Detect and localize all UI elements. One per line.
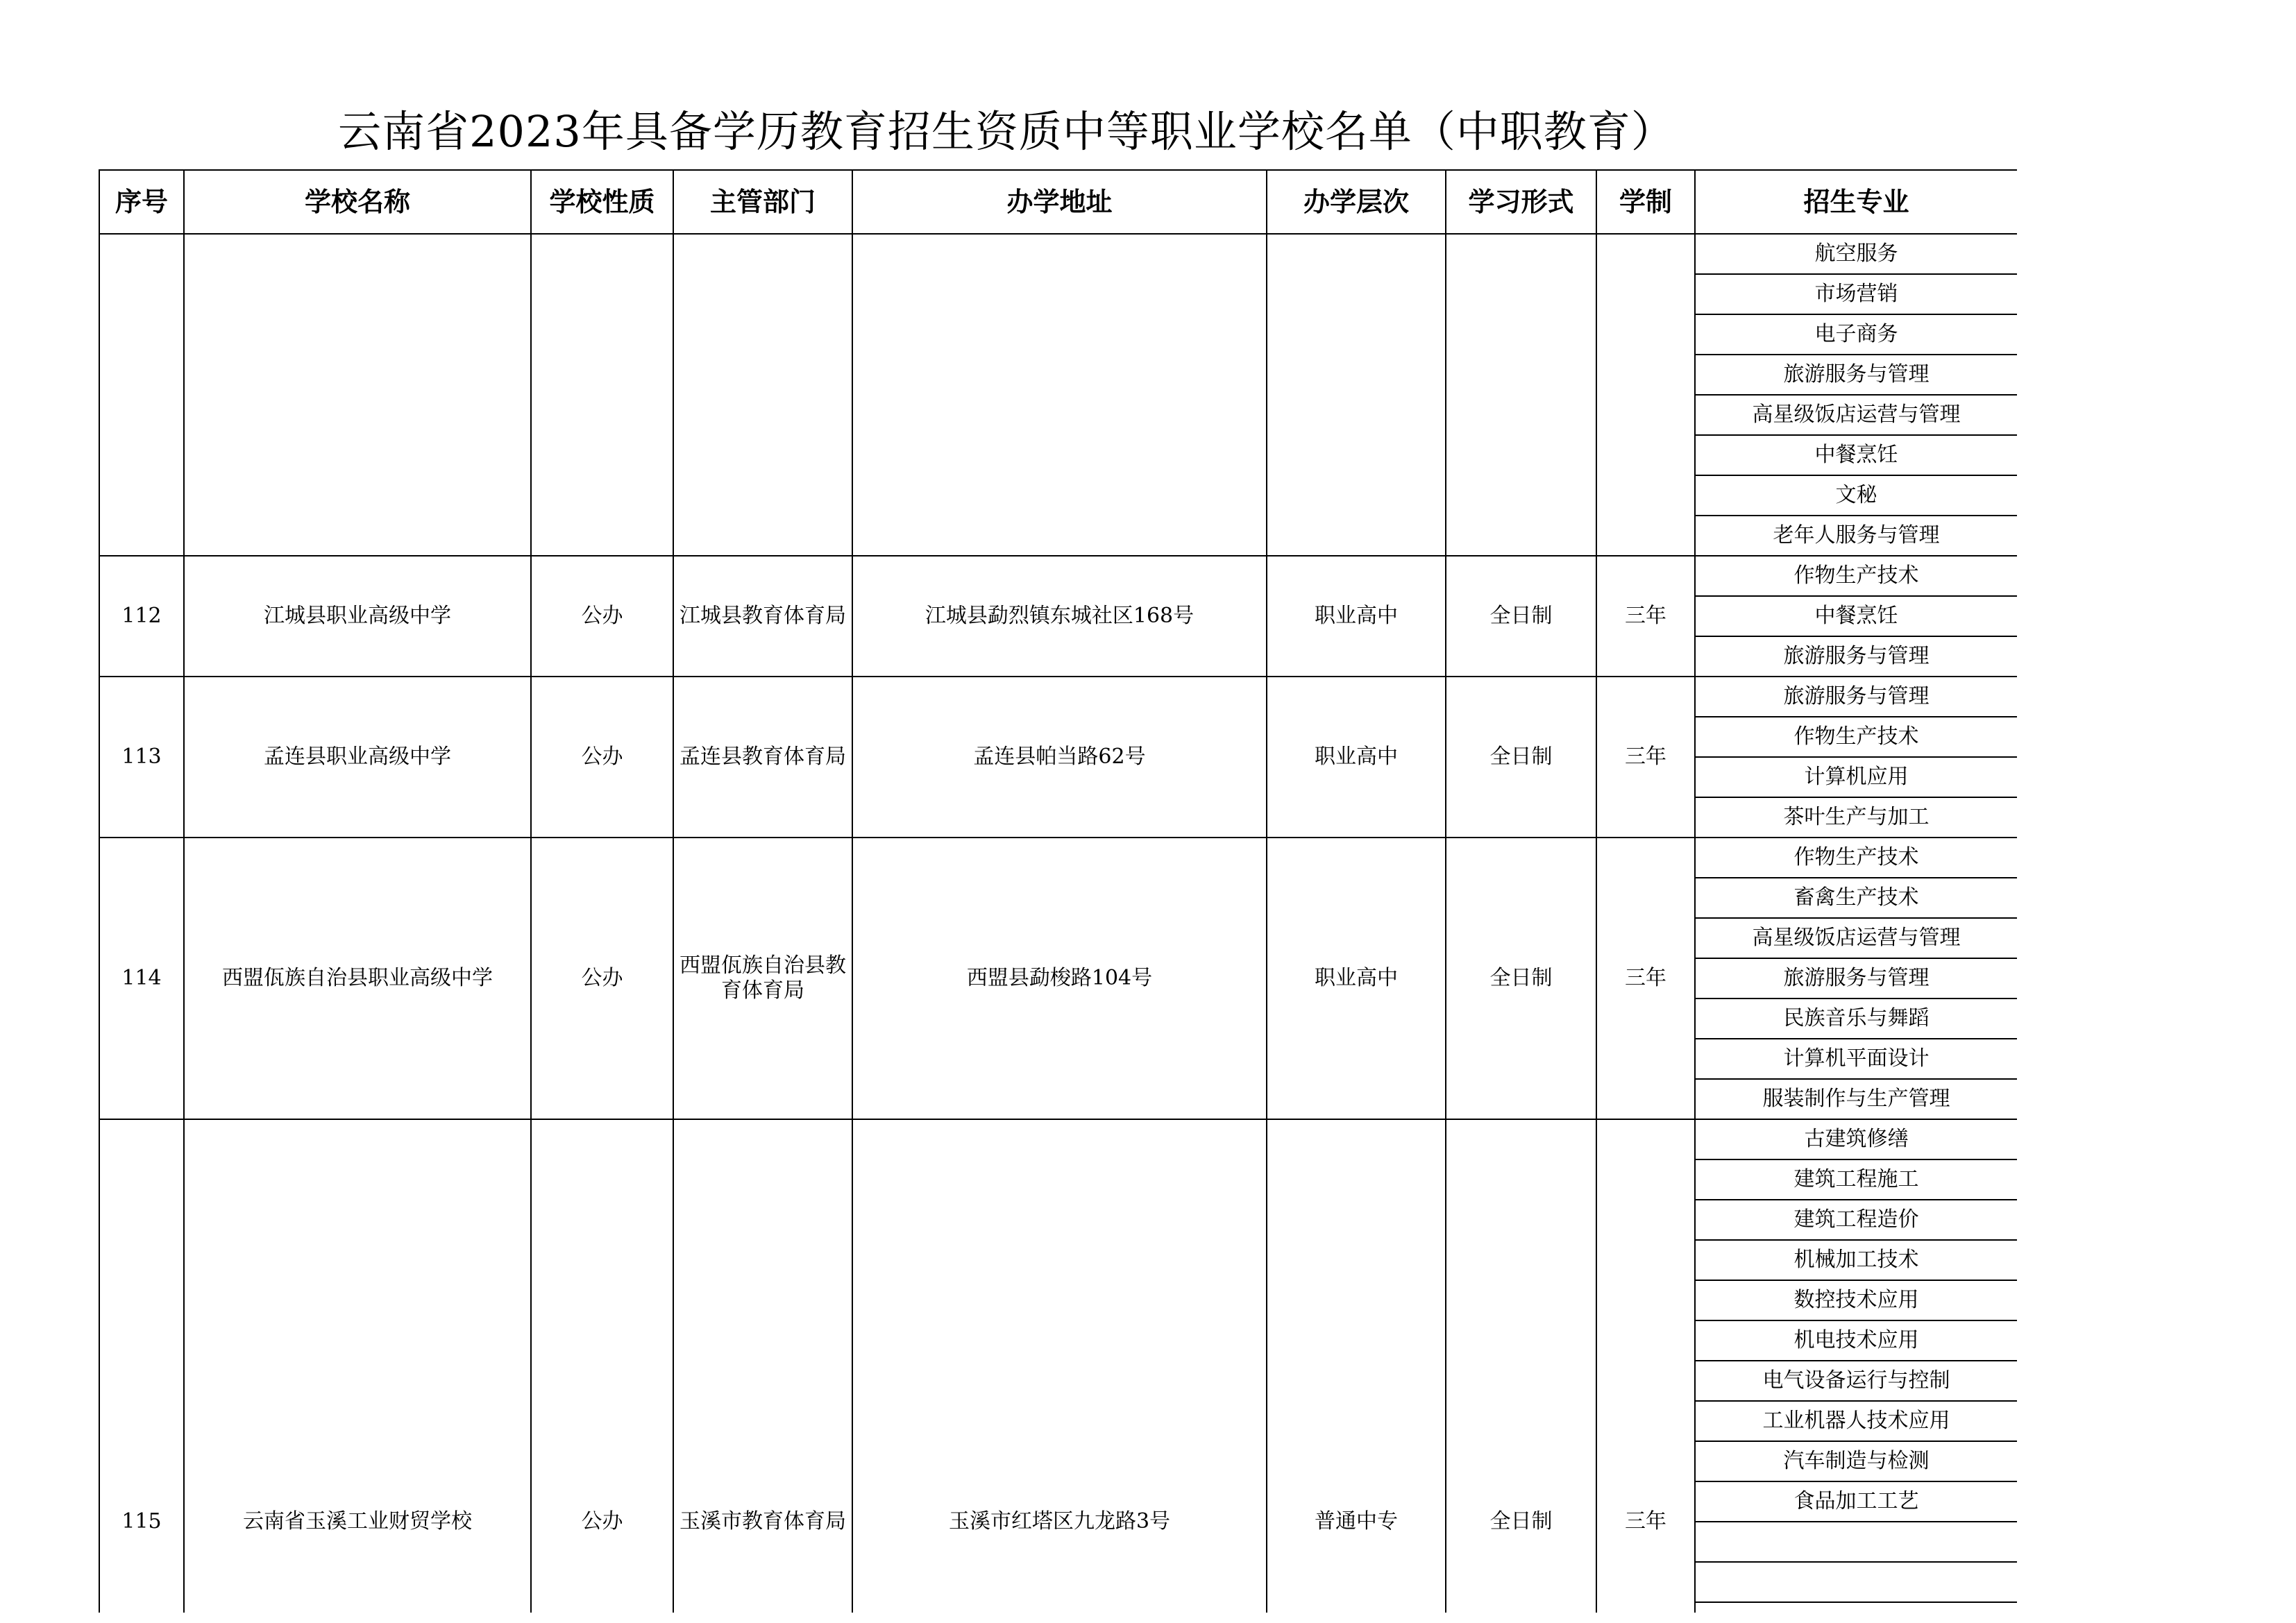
cell-school-name xyxy=(184,838,531,1119)
cell-school-name xyxy=(184,556,531,677)
cell-major xyxy=(1695,395,2017,435)
cell-no-text: 113 xyxy=(121,745,162,769)
cell-years xyxy=(1596,1119,1695,1613)
cell-major xyxy=(1695,1562,2017,1602)
major-text: 文秘 xyxy=(1835,483,1877,507)
cell-dept-text: 孟连县教育体育局 xyxy=(679,745,846,769)
cell-form-text: 全日制 xyxy=(1489,1509,1553,1533)
cell-major xyxy=(1695,1602,2017,1613)
cell-level-text: 普通中专 xyxy=(1315,1509,1398,1533)
cell-level-text: 职业高中 xyxy=(1315,966,1398,990)
cell-school-name xyxy=(184,677,531,838)
cell-address xyxy=(852,677,1267,838)
col-header-level: 办学层次 xyxy=(1267,170,1446,234)
cell-dept-text: 西盟佤族自治县教育体育局 xyxy=(679,953,846,1003)
cell-address-text: 江城县勐烈镇东城社区168号 xyxy=(925,604,1195,628)
cell-major xyxy=(1695,878,2017,918)
major-text: 老年人服务与管理 xyxy=(1773,523,1940,547)
cell-address xyxy=(852,234,1267,556)
cell-form xyxy=(1446,677,1596,838)
major-text: 茶叶生产与加工 xyxy=(1783,805,1930,829)
cell-nature-text: 公办 xyxy=(581,1509,623,1533)
page-title: 云南省2023年具备学历教育招生资质中等职业学校名单（中职教育） xyxy=(338,106,1675,157)
major-text: 电气设备运行与控制 xyxy=(1762,1368,1950,1393)
cell-major xyxy=(1695,677,2017,717)
cell-years-text: 三年 xyxy=(1625,604,1666,628)
cell-major xyxy=(1695,918,2017,958)
col-header-no: 序号 xyxy=(99,170,184,234)
cell-school-name-text: 孟连县职业高级中学 xyxy=(264,745,451,769)
col-header-dept: 主管部门 xyxy=(673,170,852,234)
cell-years xyxy=(1596,838,1695,1119)
col-header-address: 办学地址 xyxy=(852,170,1267,234)
major-text: 计算机平面设计 xyxy=(1783,1046,1930,1071)
cell-major xyxy=(1695,274,2017,314)
major-text: 计算机应用 xyxy=(1804,765,1909,789)
cell-years xyxy=(1596,556,1695,677)
cell-major xyxy=(1695,355,2017,395)
cell-dept xyxy=(673,556,852,677)
major-text: 旅游服务与管理 xyxy=(1783,684,1930,708)
cell-major xyxy=(1695,1320,2017,1361)
major-text: 旅游服务与管理 xyxy=(1783,644,1930,668)
cell-level xyxy=(1267,677,1446,838)
cell-major xyxy=(1695,717,2017,757)
cell-no xyxy=(99,1119,184,1613)
major-text: 高星级饭店运营与管理 xyxy=(1752,402,1961,427)
major-text: 民族音乐与舞蹈 xyxy=(1783,1006,1930,1030)
cell-dept-text: 江城县教育体育局 xyxy=(679,604,846,628)
cell-dept xyxy=(673,234,852,556)
cell-dept xyxy=(673,1119,852,1613)
cell-major xyxy=(1695,1481,2017,1522)
major-text: 高星级饭店运营与管理 xyxy=(1752,926,1961,950)
major-text: 工业机器人技术应用 xyxy=(1762,1409,1950,1433)
table-row xyxy=(99,1119,2017,1159)
cell-school-name xyxy=(184,1119,531,1613)
cell-major xyxy=(1695,1200,2017,1240)
cell-no-text: 112 xyxy=(121,604,162,628)
cell-major xyxy=(1695,1361,2017,1401)
cell-dept xyxy=(673,838,852,1119)
cell-school-name-text: 西盟佤族自治县职业高级中学 xyxy=(222,966,493,990)
cell-major xyxy=(1695,958,2017,999)
cell-years-text: 三年 xyxy=(1625,745,1666,769)
cell-form-text: 全日制 xyxy=(1489,604,1553,628)
major-text: 中餐烹饪 xyxy=(1814,604,1898,628)
cell-form xyxy=(1446,838,1596,1119)
cell-nature xyxy=(531,677,673,838)
major-text: 航空服务 xyxy=(1814,241,1898,266)
cell-major xyxy=(1695,1159,2017,1200)
cell-form xyxy=(1446,556,1596,677)
major-text: 建筑工程施工 xyxy=(1793,1167,1919,1191)
cell-nature-text: 公办 xyxy=(581,604,623,628)
cell-years-text: 三年 xyxy=(1625,1509,1666,1533)
cell-school-name-text: 江城县职业高级中学 xyxy=(264,604,451,628)
cell-nature xyxy=(531,1119,673,1613)
major-text: 机电技术应用 xyxy=(1793,1328,1919,1352)
cell-major xyxy=(1695,1039,2017,1079)
cell-address xyxy=(852,838,1267,1119)
table-row xyxy=(99,677,2017,717)
cell-major xyxy=(1695,596,2017,636)
cell-school-name xyxy=(184,234,531,556)
cell-major xyxy=(1695,757,2017,797)
school-table-viewport xyxy=(99,169,2017,1613)
cell-nature xyxy=(531,556,673,677)
cell-level-text: 职业高中 xyxy=(1315,745,1398,769)
cell-major xyxy=(1695,999,2017,1039)
cell-no xyxy=(99,838,184,1119)
cell-major xyxy=(1695,314,2017,355)
cell-major xyxy=(1695,1401,2017,1441)
header-row xyxy=(99,170,2017,234)
cell-major xyxy=(1695,1119,2017,1159)
cell-school-name-text: 云南省玉溪工业财贸学校 xyxy=(243,1509,472,1533)
cell-major xyxy=(1695,1079,2017,1119)
cell-nature-text: 公办 xyxy=(581,745,623,769)
major-text: 建筑工程造价 xyxy=(1793,1207,1919,1232)
cell-level xyxy=(1267,234,1446,556)
cell-major xyxy=(1695,636,2017,677)
major-text: 汽车制造与检测 xyxy=(1783,1449,1930,1473)
cell-form-text: 全日制 xyxy=(1489,745,1553,769)
cell-form xyxy=(1446,234,1596,556)
cell-address xyxy=(852,556,1267,677)
major-text: 旅游服务与管理 xyxy=(1783,966,1930,990)
cell-address-text: 孟连县帕当路62号 xyxy=(973,745,1146,769)
cell-nature xyxy=(531,234,673,556)
table-row xyxy=(99,838,2017,878)
major-text: 中餐烹饪 xyxy=(1814,443,1898,467)
col-header-nature: 学校性质 xyxy=(531,170,673,234)
major-text: 作物生产技术 xyxy=(1793,724,1919,749)
cell-level xyxy=(1267,1119,1446,1613)
cell-major xyxy=(1695,516,2017,556)
cell-address-text: 西盟县勐梭路104号 xyxy=(966,966,1153,990)
major-text: 数控技术应用 xyxy=(1793,1288,1919,1312)
cell-years xyxy=(1596,677,1695,838)
cell-major xyxy=(1695,1240,2017,1280)
cell-no xyxy=(99,556,184,677)
cell-no xyxy=(99,234,184,556)
major-text: 市场营销 xyxy=(1814,282,1898,306)
school-table xyxy=(99,169,2017,1613)
major-text: 古建筑修缮 xyxy=(1804,1127,1909,1151)
table-row xyxy=(99,234,2017,274)
cell-form-text: 全日制 xyxy=(1489,966,1553,990)
major-text: 旅游服务与管理 xyxy=(1783,362,1930,386)
table-row xyxy=(99,556,2017,596)
cell-no-text: 115 xyxy=(121,1509,162,1533)
cell-dept-text: 玉溪市教育体育局 xyxy=(679,1509,846,1533)
cell-nature xyxy=(531,838,673,1119)
cell-level-text: 职业高中 xyxy=(1315,604,1398,628)
cell-major xyxy=(1695,1441,2017,1481)
major-text: 作物生产技术 xyxy=(1793,563,1919,588)
major-text: 电子商务 xyxy=(1814,322,1898,346)
major-text: 作物生产技术 xyxy=(1793,845,1919,869)
col-header-majors: 招生专业 xyxy=(1695,170,2017,234)
cell-major xyxy=(1695,556,2017,596)
cell-major xyxy=(1695,1280,2017,1320)
major-text: 食品加工工艺 xyxy=(1793,1489,1919,1513)
cell-years xyxy=(1596,234,1695,556)
major-text: 机械加工技术 xyxy=(1793,1248,1919,1272)
cell-form xyxy=(1446,1119,1596,1613)
cell-major xyxy=(1695,234,2017,274)
cell-major xyxy=(1695,838,2017,878)
cell-major xyxy=(1695,1522,2017,1562)
major-text: 畜禽生产技术 xyxy=(1793,885,1919,910)
cell-years-text: 三年 xyxy=(1625,966,1666,990)
cell-no xyxy=(99,677,184,838)
col-header-name: 学校名称 xyxy=(184,170,531,234)
cell-level xyxy=(1267,838,1446,1119)
col-header-years: 学制 xyxy=(1596,170,1695,234)
cell-address xyxy=(852,1119,1267,1613)
cell-nature-text: 公办 xyxy=(581,966,623,990)
cell-level xyxy=(1267,556,1446,677)
major-text: 服装制作与生产管理 xyxy=(1762,1087,1950,1111)
cell-major xyxy=(1695,797,2017,838)
cell-major xyxy=(1695,475,2017,516)
col-header-form: 学习形式 xyxy=(1446,170,1596,234)
cell-no-text: 114 xyxy=(121,966,162,990)
cell-dept xyxy=(673,677,852,838)
table-body xyxy=(99,234,2017,1613)
cell-major xyxy=(1695,435,2017,475)
cell-address-text: 玉溪市红塔区九龙路3号 xyxy=(948,1509,1171,1533)
